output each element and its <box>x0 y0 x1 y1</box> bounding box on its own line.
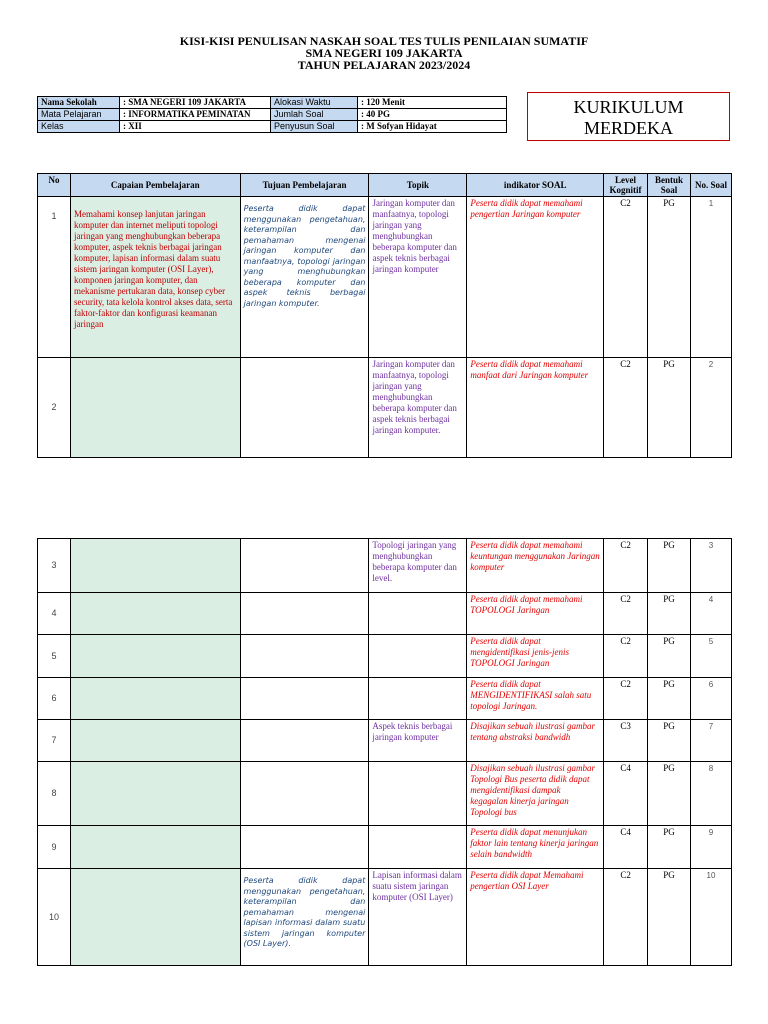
kisi-table-part2 <box>37 538 732 966</box>
table-row <box>38 197 732 358</box>
kurikulum-line1: KURIKULUM <box>573 97 684 117</box>
info-table <box>37 96 507 133</box>
header-indikator: indikator SOAL <box>467 174 604 197</box>
nosoal-cell: 5 <box>691 635 732 678</box>
indikator-cell: Peserta didik dapat mengidentifikasi jenis-jenis TOPOLOGI Jaringan <box>467 635 604 678</box>
indikator-cell: Disajikan sebuah ilustrasi gambar Topologi Bus peserta didik dapat mengidentifikasi dampak kegagalan kinerja jaringan Topologi bus <box>467 762 604 826</box>
indikator-cell: Peserta didik dapat MENGIDENTIFIKASI salah satu topologi Jaringan. <box>467 678 604 720</box>
level-cell: C2 <box>604 593 648 635</box>
capaian-cell <box>70 358 240 458</box>
tujuan-cell <box>240 635 369 678</box>
bentuk-cell: PG <box>648 720 691 762</box>
row-no: 9 <box>38 826 71 869</box>
capaian-cell <box>70 593 240 635</box>
capaian-cell: Memahami konsep lanjutan jaringan komputer dan internet meliputi topologi jaringan yang menghubungkan beberapa komputer, aspek teknis berbagai jaringan komputer, lapisan informasi dalam suatu sistem jaringan komputer (OSI Layer), komponen jaringan komputer, dan mekanisme pertukaran data, konsep cyber security, tata kelola kontrol akses data, serta faktor-faktor dan konfigurasi keamanan jaringan <box>70 197 240 358</box>
capaian-cell <box>70 635 240 678</box>
header-level: Level Kognitif <box>604 174 648 197</box>
bentuk-cell: PG <box>648 869 691 966</box>
header-capaian: Capaian Pembelajaran <box>70 174 240 197</box>
capaian-cell <box>70 539 240 593</box>
nosoal-cell: 10 <box>691 869 732 966</box>
label-nama-sekolah: Nama Sekolah <box>38 97 120 109</box>
value-penyusun-soal: : M Sofyan Hidayat <box>358 121 507 133</box>
level-cell: C2 <box>604 869 648 966</box>
indikator-cell: Peserta didik dapat menunjukan faktor lain tentang kinerja jaringan selain bandwidth <box>467 826 604 869</box>
capaian-cell <box>70 826 240 869</box>
tujuan-cell <box>240 358 369 458</box>
bentuk-cell: PG <box>648 197 691 358</box>
indikator-cell: Peserta didik dapat memahami pengertian Jaringan komputer <box>467 197 604 358</box>
topik-cell <box>369 678 467 720</box>
capaian-cell <box>70 869 240 966</box>
nosoal-cell: 1 <box>691 197 732 358</box>
label-kelas: Kelas <box>38 121 120 133</box>
label-jumlah-soal: Jumlah Soal <box>271 109 358 121</box>
table-row <box>38 635 732 678</box>
topik-cell: Aspek teknis berbagai jaringan komputer <box>369 720 467 762</box>
table-row <box>38 539 732 593</box>
topik-cell <box>369 826 467 869</box>
tujuan-cell <box>240 762 369 826</box>
table-row <box>38 678 732 720</box>
table-row <box>38 869 732 966</box>
topik-cell <box>369 762 467 826</box>
nosoal-cell: 3 <box>691 539 732 593</box>
nosoal-cell: 9 <box>691 826 732 869</box>
level-cell: C2 <box>604 678 648 720</box>
label-alokasi-waktu: Alokasi Waktu <box>271 97 358 109</box>
nosoal-cell: 7 <box>691 720 732 762</box>
table-row <box>38 720 732 762</box>
tujuan-cell <box>240 826 369 869</box>
row-no: 10 <box>38 869 71 966</box>
doc-title-line2: SMA NEGERI 109 JAKARTA <box>305 46 463 60</box>
value-jumlah-soal: : 40 PG <box>358 109 507 121</box>
value-alokasi-waktu: : 120 Menit <box>358 97 507 109</box>
doc-title-line1: KISI-KISI PENULISAN NASKAH SOAL TES TULIS PENILAIAN SUMATIF <box>179 34 589 48</box>
level-cell: C4 <box>604 762 648 826</box>
value-kelas: : XII <box>120 121 271 133</box>
row-no: 5 <box>38 635 71 678</box>
kisi-table-part1 <box>37 173 732 458</box>
tujuan-cell <box>240 720 369 762</box>
nosoal-cell: 8 <box>691 762 732 826</box>
label-penyusun-soal: Penyusun Soal <box>271 121 358 133</box>
indikator-cell: Peserta didik dapat Memahami pengertian OSI Layer <box>467 869 604 966</box>
topik-cell: Jaringan komputer dan manfaatnya, topologi jaringan yang menghubungkan beberapa komputer dan aspek teknis berbagai jaringan komputer. <box>369 358 467 458</box>
table-row <box>38 826 732 869</box>
indikator-cell: Disajikan sebuah ilustrasi gambar tentang abstraksi bandwidh <box>467 720 604 762</box>
nosoal-cell: 4 <box>691 593 732 635</box>
bentuk-cell: PG <box>648 539 691 593</box>
row-no: 1 <box>38 197 71 358</box>
tujuan-cell <box>240 678 369 720</box>
value-nama-sekolah: : SMA NEGERI 109 JAKARTA <box>120 97 271 109</box>
table-row <box>38 593 732 635</box>
level-cell: C3 <box>604 720 648 762</box>
level-cell: C2 <box>604 539 648 593</box>
kurikulum-line2: MERDEKA <box>584 118 673 138</box>
nosoal-cell: 6 <box>691 678 732 720</box>
topik-cell: Topologi jaringan yang menghubungkan beberapa komputer dan level. <box>369 539 467 593</box>
table-row <box>38 762 732 826</box>
level-cell: C4 <box>604 826 648 869</box>
header-tujuan: Tujuan Pembelajaran <box>240 174 369 197</box>
bentuk-cell: PG <box>648 762 691 826</box>
row-no: 8 <box>38 762 71 826</box>
kurikulum-box <box>527 92 730 141</box>
header-nosoal: No. Soal <box>691 174 732 197</box>
indikator-cell: Peserta didik dapat memahami TOPOLOGI Jaringan <box>467 593 604 635</box>
indikator-cell: Peserta didik dapat memahami manfaat dari Jaringan komputer <box>467 358 604 458</box>
capaian-cell <box>70 720 240 762</box>
doc-title-line3: TAHUN PELAJARAN 2023/2024 <box>297 58 471 72</box>
tujuan-cell <box>240 539 369 593</box>
value-mata-pelajaran: : INFORMATIKA PEMINATAN <box>120 109 271 121</box>
table-row <box>38 358 732 458</box>
level-cell: C2 <box>604 635 648 678</box>
indikator-cell: Peserta didik dapat memahami keuntungan menggunakan Jaringan komputer <box>467 539 604 593</box>
tujuan-cell: Peserta didik dapat menggunakan pengetahuan, keterampilan dan pemahaman mengenai lapisan informasi dalam suatu sistem jaringan komputer (OSI Layer). <box>240 869 369 966</box>
topik-cell <box>369 635 467 678</box>
level-cell: C2 <box>604 197 648 358</box>
row-no: 3 <box>38 539 71 593</box>
row-no: 2 <box>38 358 71 458</box>
header-no: No <box>38 174 71 197</box>
header-topik: Topik <box>369 174 467 197</box>
topik-cell: Jaringan komputer dan manfaatnya, topologi jaringan yang menghubungkan beberapa komputer dan aspek teknis berbagai jaringan komputer <box>369 197 467 358</box>
topik-cell <box>369 593 467 635</box>
bentuk-cell: PG <box>648 826 691 869</box>
capaian-cell <box>70 678 240 720</box>
level-cell: C2 <box>604 358 648 458</box>
bentuk-cell: PG <box>648 358 691 458</box>
capaian-cell <box>70 762 240 826</box>
tujuan-cell <box>240 593 369 635</box>
row-no: 4 <box>38 593 71 635</box>
bentuk-cell: PG <box>648 593 691 635</box>
row-no: 7 <box>38 720 71 762</box>
bentuk-cell: PG <box>648 678 691 720</box>
bentuk-cell: PG <box>648 635 691 678</box>
row-no: 6 <box>38 678 71 720</box>
nosoal-cell: 2 <box>691 358 732 458</box>
topik-cell: Lapisan informasi dalam suatu sistem jaringan komputer (OSI Layer) <box>369 869 467 966</box>
header-bentuk: Bentuk Soal <box>648 174 691 197</box>
tujuan-cell: Peserta didik dapat menggunakan pengetahuan, keterampilan dan pemahaman mengenai jaringan komputer dan manfaatnya, topologi jaringan yang menghubungkan beberapa komputer dan aspek teknis berbagai jaringan komputer. <box>240 197 369 358</box>
label-mata-pelajaran: Mata Pelajaran <box>38 109 120 121</box>
